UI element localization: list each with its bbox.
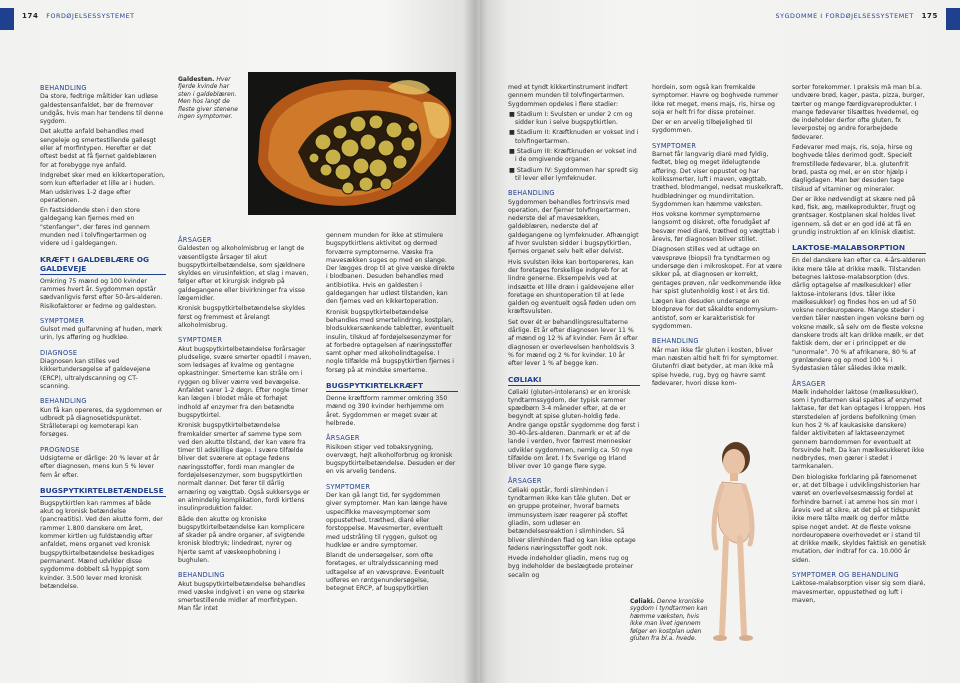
chapter-tab-marker bbox=[0, 8, 14, 30]
paragraph: Da store, fedtrige måltider kan udløse galdestensanfaldet, bør de fremover undgås, hvis man har tendens til denne sygdom. bbox=[40, 93, 164, 126]
paragraph: Set over ét er behandlingsresultaterne dårlige. Et år efter diagnosen lever 11 % af mænd og 12 % af kvinder. Fem år efter diagnosen er overlevelsen henholdsvis 3 % for mænd og 2 % for kvinder. 10 år efter lever 1 % af begge køn. bbox=[508, 318, 638, 368]
right-column-3 bbox=[792, 84, 926, 678]
section-heading: SYMPTOMER bbox=[178, 336, 223, 345]
paragraph: Blandt de undersøgelser, som ofte foretages, er ultralydsscanning med udtagelse af en vævsprøve. Eventuelt udføres en røntgenundersøgelse, betegnet ERCP, af bugspytkirtlen bbox=[326, 552, 445, 593]
paragraph: Denne kræftform rammer omkring 350 mænd og 390 kvinder herhjemme om året. Sygdommen er meget svær at helbrede. bbox=[326, 395, 448, 427]
paragraph: hordein, som også kan fremkalde symptomer. Havre og boghvede rummer ikke ret meget, mens majs, ris, hirse og soja er helt fri for disse proteiner. bbox=[652, 84, 779, 116]
stage-list-item: ■ Stadium III: Kræftknuden er vokset ind i de omgivende organer. bbox=[509, 148, 637, 164]
right-page-number: 175 bbox=[921, 12, 938, 20]
paragraph: Lægen kan desuden undersøge en blodprøve for det såkaldte endomysium-antistof, som er karakteristisk for sygdommen. bbox=[652, 298, 779, 331]
paragraph: En del danskere kan efter ca. 4-års-alderen ikke mere tåle at drikke mælk. Tilstanden betegnes laktose-malabsorption (dvs. dårlig optagelse af mælkesukker) eller laktose-intolerans (dvs. tåler ikke mælkesukker) og findes hos en ud af 50 voksne nordeuropæere. Mange steder i verden tåler næsten ingen voksne børn og voksne mælk, så selv om de fleste voksne danskere trods alt kan drikke mælk, er det faktisk dem, der er i princippet er de "unormale". 70 % af afrikanere, 80 % af grønlændere og op mod 100 % i Sydøstasien tåler således ikke mælk. bbox=[792, 257, 926, 373]
section-heading: SYMPTOMER bbox=[326, 482, 371, 491]
paragraph: Barnet får langvarig diaré med fyldig, fedtet, bleg og meget ildelugtende afføring. Det viser oppustet og har kolikssmerter, luft i maven, vægttab, træthed, blodmangel, nedsat muskelkraft, hudblødninger og mundirritation. Sygdommen kan hæmme væksten. bbox=[652, 151, 784, 208]
coeliac-child-figure bbox=[700, 438, 768, 648]
chapter-heading: BUGSPYTKIRTELKRÆFT bbox=[326, 381, 458, 392]
illustration-caption bbox=[630, 598, 710, 642]
stage-list-item: ■ Stadium II: Kræftknuden er vokset ind i tolvfingertarmen. bbox=[509, 129, 639, 145]
photo-caption-text: Hver fjerde kvinde har sten i galdeblæren. Men hos langt de fleste giver stenene ingen symptomer. bbox=[178, 76, 238, 121]
paragraph: Udsigterne er dårlige: 20 % lever et år efter diagnosen, mens kun 5 % lever fem år efter. bbox=[40, 454, 160, 479]
paragraph: Risikoen stiger ved tobaksrygning, overvægt, højt alkoholforbrug og kronisk bugspytkirtelbetændelse. Desuden er der en vis arvelig tendens. bbox=[326, 443, 456, 476]
illustration-caption-text: Denne kroniske sygdom i tyndtarmen kan hæmme væksten, hvis ikke man livet igennem følger en kostplan uden gluten fra bl.a. hvede. bbox=[630, 598, 708, 643]
paragraph: Både den akutte og kroniske bugspytkirtelbetændelse kan komplicere af skader på andre organer, af svigtende kronisk blodtryk; lindedræt, nyrer og hjerte samt af væskeophobning i bughulen. bbox=[178, 515, 305, 564]
paragraph: Kun få kan opereres, da sygdommen er udbredt på diagnosetidspunktet. Strålleterapi og kemoterapi kan forsøges. bbox=[40, 406, 163, 439]
paragraph: Laktose-malabsorption viser sig som diaré, mavesmerter, oppustethed og luft i maven, bbox=[792, 580, 926, 604]
paragraph: Kronisk bugspytkirtelbetændelse skyldes først og fremmest et årelangt alkoholmisbrug. bbox=[178, 305, 306, 329]
section-heading: ÅRSAGER bbox=[326, 434, 360, 443]
section-heading: SYMPTOMER OG BEHANDLING bbox=[792, 571, 899, 580]
paragraph: Mælk indeholder laktose (mælkesukker), som i tyndtarmen skal spaltes af enzymet laktase, før det kan optages i kroppen. Hos størstedelen af jordens befolkning (men kun hos 2 % af kaukasiske danskere) falder aktiviteten af laktaseenzymet gennem barndommen for eventuelt at forsvinde helt. Da kan mælkesukkeret ikke nedbrydes, men gærer i stedet i tarmkanalen. bbox=[792, 388, 926, 471]
stage-list-item: ■ Stadium I: Svulsten er under 2 cm og sidder kun i selve bugspytkirtlen. bbox=[509, 110, 633, 127]
paragraph: Galdesten og alkoholmisbrug er langt de væsentligste årsager til akut bugspytkirtelbetændelse, som sjældnere skyldes en virusinfektion, et slag i maven, følger efter et kirurgisk indgreb på galdegangene eller bivirkninger fra visse lægemidler. bbox=[178, 245, 309, 303]
section-heading: BEHANDLING bbox=[40, 84, 87, 92]
left-column-2 bbox=[178, 230, 312, 680]
paragraph: Der er en arvelig tilbøjelighed til sygdommen. bbox=[652, 119, 753, 135]
section-heading: BEHANDLING bbox=[508, 189, 555, 198]
paragraph: En fastsiddende sten i den store galdegang kan fjernes med en "stenfanger", der føres ind gennem munden ned i tolvfingertarmen og videre ud i galdegangen. bbox=[40, 207, 150, 248]
section-heading: SYMPTOMER bbox=[40, 316, 85, 325]
paragraph: Kronisk bugspytkirtelbetændelse behandles med smertelindring, kostplan, blodsukkersænkende tabletter, eventuelt insulin, tilskud af fordøjelsesenzymer for at forbedre optagelsen af næringsstoffer samt ophør med alkoholindtagelse. I nogle tilfælde må bugspytkirtlen fjernes i forsøg på at mindske smerterne. bbox=[326, 308, 455, 374]
section-heading: BEHANDLING bbox=[652, 337, 699, 346]
left-running-head-title: FORDØJELSESSYSTEMET bbox=[46, 13, 135, 20]
left-column-1 bbox=[40, 78, 166, 678]
left-page-number: 174 bbox=[22, 12, 39, 20]
paragraph: med et tyndt kikkertinstrument indført gennem munden til tolvfingertarmen. Sygdommen opdeles i flere stadier: bbox=[508, 84, 628, 108]
stage-list-item: ■ Stadium IV: Sygdommen har spredt sig til lever eller lymfeknuder. bbox=[509, 166, 638, 182]
paragraph: Omkring 75 mænd og 100 kvinder rammes hvert år. Sygdommen opstår sædvanligvis først efter 50-års-alderen. Risikofaktorer er fedme og galdesten. bbox=[40, 277, 163, 310]
paragraph: Indgrebet sker med en kikkertoperation, som kun efterlader et lille ar i huden. Man udskrives 1-2 dage efter operationen. bbox=[40, 171, 165, 204]
right-column-1 bbox=[508, 84, 640, 678]
paragraph: Kronisk bugspytkirtelbetændelse fremkalder smerter af samme type som ved den akutte tilstand, der kan være fra timer til adskillige dage. I svære tilfælde bliver det sværere at optage fødens næringsstoffer, fordi man mangler de fordøjelsesenzymer, som bugspytkirtlen normalt danner. Det fører til dårlig ernæring og vægttab. Også sukkersyge er en almindelig komplikation, fordi kirtlens insulinproduktion falder. bbox=[178, 422, 310, 513]
section-heading: DIAGNOSE bbox=[40, 348, 78, 357]
paragraph: Cøliaki (gluten-intolerans) er en kronisk tyndtarmssygdom, der typisk rammer spædbørn 3-4 måneder efter, at de er begyndt at spise gluten-holdig føde. Andre gange opstår sygdomme dog først i 30-40-års-alderen. Danmark er et af de lande i verden, hvor færrest mennesker udvikler sygdommen, nemlig ca. 50 nye tilfælde om året. I fx Sverige og Irland bliver over 10 gange flere syge. bbox=[508, 388, 640, 471]
section-heading: ÅRSAGER bbox=[792, 379, 826, 388]
right-running-head bbox=[776, 12, 938, 26]
section-heading: ÅRSAGER bbox=[508, 477, 542, 486]
paragraph: Hos voksne kommer symptomerne langsomt og diskret, ofte forudgået af besvær med diaré, træthed og vægttab i årevis, før diagnosen bliver stillet. bbox=[652, 211, 780, 244]
paragraph: Diagnosen stilles ved at udtage en vævsprøve (biopsi) fra tyndtarmen og undersøge den i mikroskopet. For at være sikker på, at diagnosen er korrekt, gentages prøven, når vedkommende ikke har spist glutenholdig kost i et års tid. bbox=[652, 246, 782, 295]
paragraph: Fødevarer med majs, ris, soja, hirse og boghvede tåles derimod godt. Specielt fremstillede fødevarer, bl.a. glutenfrit brød, pasta og mel, er en stor hjælp i dagligdagen. Man bør desuden tage tilskud af vitaminer og mineraler. bbox=[792, 144, 913, 193]
paragraph: Bugspytkirtlen kan rammes af både akut og kronisk betændelse (pancreatitis). Ved den akutte form, der rammer 1.800 danskere om året, kommer kirtlen ug fuldstændig efter anfaldet, mens organet ved kronisk bugspytkirtelbetændelse beskadiges permanent. Mænd udvikler disse sygdomme dobbelt så hyppigt som kvinder. 3.500 lever med kronisk betændelse. bbox=[40, 499, 163, 590]
section-heading: BEHANDLING bbox=[40, 397, 87, 406]
gallstones-image bbox=[248, 72, 456, 215]
paragraph: gennem munden for ikke at stimulere bugspytkirtlens aktivitet og dermed forværre symptomerne. Væske fra mavesækken suges op med en slange. Der lægges drop til at give væske direkte i blodbanen. Desuden behandles med antibiotika. Hvis en galdesten i galdegangen har udløst tilstanden, kan den fjernes ved en kikkertoperation. bbox=[326, 232, 455, 306]
paragraph: Sygdommen behandles fortrinsvis med operation, der fjerner tolvfingertarmen, nederste del af mavesækken, galdeblæren, nederste del af galdegangene og lymfeknuder. Afhængigt af hvor svulsten sidder i bugspytkirtlen, fjernes organet selv helt eller delvist. bbox=[508, 198, 639, 256]
paragraph: Den biologiske forklaring på fænomenet er, at det tilbage i udviklingshistorien har været en overlevelsesmæssig fordel at forhindre barnet i at amme hos sin mor i årevis ved at sikre, at det på et tidspunkt ikke mere tålte mælk og derfor måtte spise noget andet. At de fleste voksne nordeuropæere overhovedet er i stand til at drikke mælk, skyldes faktisk en genetisk mutation, der indtraf for ca. 10.000 år siden. bbox=[792, 473, 926, 564]
paragraph: Det akutte anfald behandles med sengeleje og smertestillende gallesgt eller af morfintypen. Herefter er det oftest bedst at få fjernet galdeblæren for at forebygge nye anfald. bbox=[40, 128, 157, 169]
photo-caption bbox=[178, 76, 244, 120]
paragraph: Akut bugspytkirtelbetændelse forårsager pludselige, svære smerter opadtil i maven, som ledsages af kvalme og gentagne opkastninger. Smerterne kan stråle om i ryggen og bliver værre ved bevægelse. Anfaldet varer 1-2 døgn. Efter nogle timer kan lægen i blodet måle et forhøjet indhold af enzymer fra den betændte bugspytkirtel. bbox=[178, 345, 312, 419]
section-heading: SYMPTOMER bbox=[652, 141, 697, 150]
chapter-heading: LAKTOSE-MALABSORPTION bbox=[792, 243, 926, 254]
paragraph: Når man ikke får gluten i kosten, bliver man næsten altid helt fri for symptomer. Glutenfri diæt betyder, at man ikke må spise hvede, rug, byg og havre samt fødevarer, hvori disse kom- bbox=[652, 346, 779, 387]
paragraph: Der kan gå langt tid, før sygdommen giver symptomer. Man kan længe have uspecifikke mavesymptomer som oppustethed, træthed, diaré eller forstoppelse. Mavesmerter, eventuelt med udstråling til ryggen, gulsot og hudkløe er andre symptomer. bbox=[326, 492, 448, 549]
left-column-3 bbox=[326, 232, 458, 680]
chapter-heading: BUGSPYTKIRTELBETÆNDELSE bbox=[40, 486, 166, 497]
chapter-heading: CØLIAKI bbox=[508, 375, 640, 386]
paragraph: Cøliaki opstår, fordi slimhinden i tyndtarmen ikke kan tåle gluten. Det er en gruppe proteiner, hvoraf barnets immunsystem især reagerer på stoffet gliadin, som udløser en betændelsesreaktion i slimhinden. Så bliver slimhinden flad og kan ikke optage fødens næringsstoffer godt nok. bbox=[508, 486, 636, 552]
section-heading: ÅRSAGER bbox=[178, 236, 212, 244]
paragraph: Hvis svulsten ikke kan bortopereres, kan der foretages forskellige indgreb for at lindre generne. Eksempelvis ved at indsætte et lille dræn i galdevejene eller foretage en shuntoperation til at lede galden og eventuelt også føden uden om kræftsvulsten. bbox=[508, 258, 636, 316]
chapter-heading: KRÆFT I GALDEBLÆRE OG GALDEVEJE bbox=[40, 255, 166, 275]
paragraph: Hvede indeholder gliadin, mens rug og byg indeholder de beslægtede proteiner secalin og bbox=[508, 555, 634, 579]
paragraph: Diagnosen kan stilles ved kikkertundersøgelse af galdevejene (ERCP), ultralydscanning og CT-scanning. bbox=[40, 358, 151, 390]
paragraph: sorter forekommer. I praksis må man bl.a. undvære brød, kager, pasta, pizza, burger, tærter og mange færdigvareprodukter. I mange fødevarer tilsættes hvedemel, og de indeholder derfor ofte gluten, fx leverpostej og andre forarbejdede fødevarer. bbox=[792, 84, 925, 141]
left-running-head bbox=[22, 12, 135, 26]
paragraph: Gulsot med gulfarvning af huden, mørk urin, lys afføring og hudkløe. bbox=[40, 326, 163, 342]
right-running-head-title: SYGDOMME I FORDØJELSESSYSTEMET bbox=[775, 13, 914, 20]
gallstones-photo bbox=[248, 72, 456, 215]
paragraph: Der er ikke nødvendigt at skære ned på kød, fisk, æg, mælkeprodukter, frugt og grøntsager. Kostplanen skal holdes livet igennem, så det er en god idé at få en grundig instruktion af en klinisk diætist. bbox=[792, 195, 916, 237]
section-heading: BEHANDLING bbox=[178, 571, 225, 580]
child-illustration bbox=[700, 438, 768, 648]
right-column-2 bbox=[652, 84, 784, 444]
chapter-tab-marker bbox=[946, 8, 960, 30]
illustration-caption-title: Cøliaki. bbox=[630, 598, 656, 605]
photo-caption-title: Galdesten. bbox=[178, 76, 215, 83]
paragraph: Akut bugspytkirtelbetændelse behandles med væske indgivet i en vene og stærke smertestillende midler af morfintypen. Man får intet bbox=[178, 580, 306, 613]
section-heading: PROGNOSE bbox=[40, 445, 80, 454]
